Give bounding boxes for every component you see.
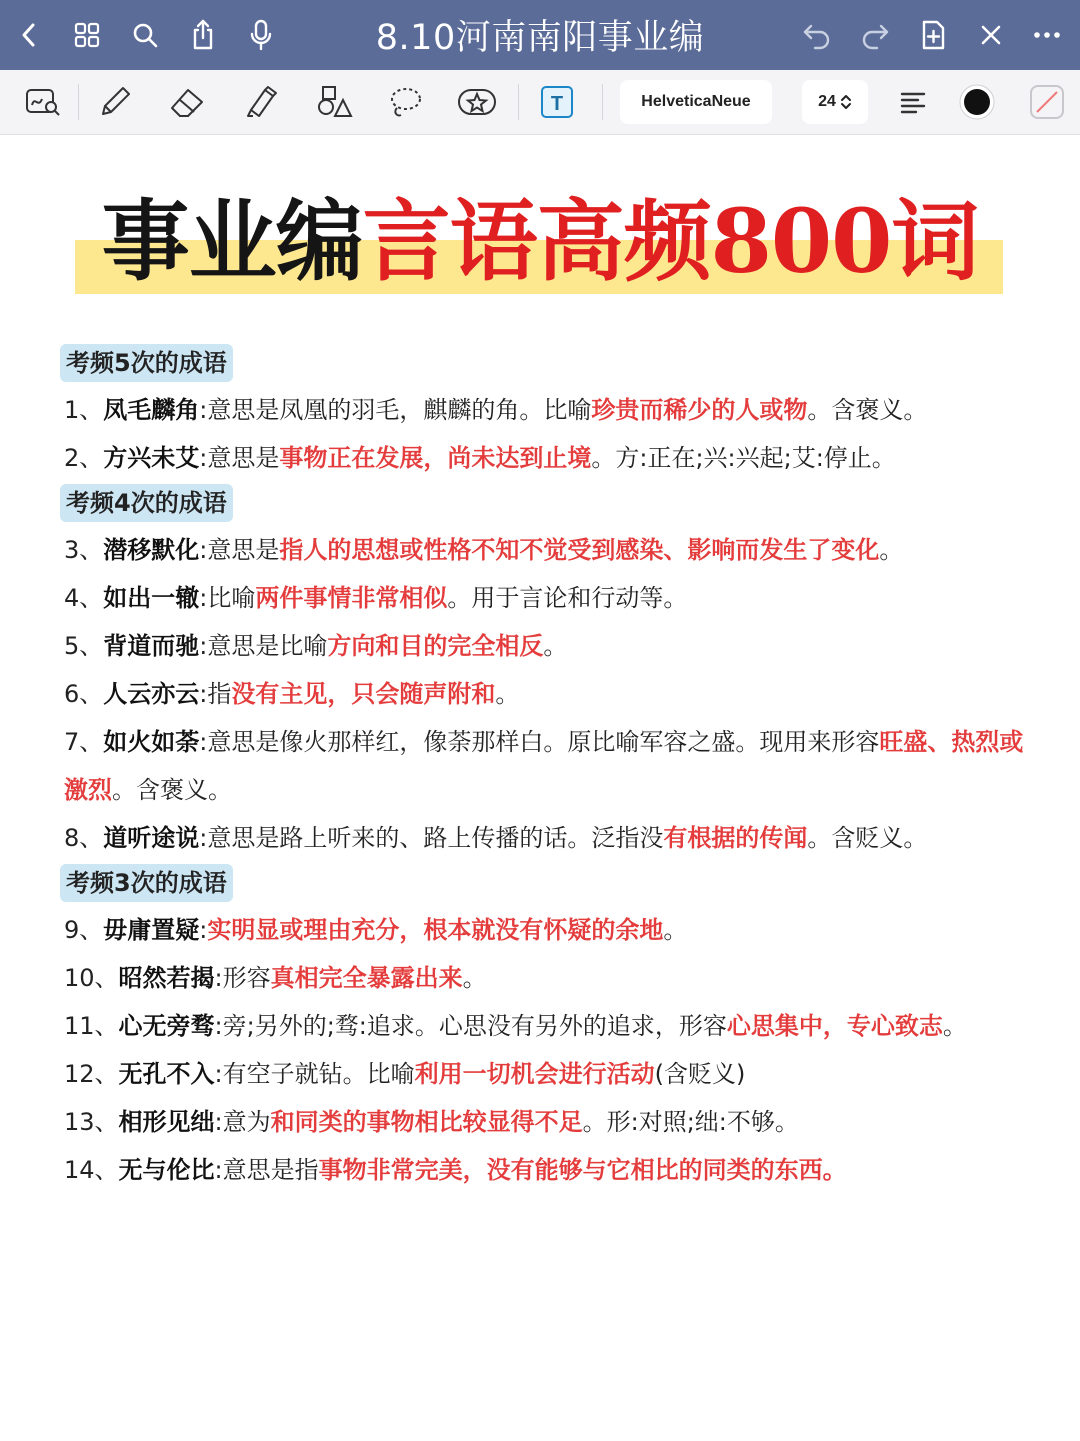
entry-number: 6、	[64, 680, 104, 708]
entry-number: 9、	[64, 916, 104, 944]
chevron-updown-icon	[840, 94, 852, 110]
highlighted-meaning: 心思集中，专心致志	[726, 1012, 943, 1040]
idiom-term: 心无旁骛	[118, 1012, 215, 1040]
definition-text: :意思是凤凰的羽毛，麒麟的角。比喻	[199, 396, 592, 424]
idiom-term: 人云亦云	[103, 680, 200, 708]
definition-text: 。	[543, 632, 568, 660]
definition-text: :意思是比喻	[199, 632, 328, 660]
section-heading: 考频4次的成语	[60, 484, 233, 522]
idiom-entry	[64, 622, 1024, 670]
idiom-term: 无与伦比	[118, 1156, 215, 1184]
definition-text: 。含褒义。	[807, 396, 928, 424]
entry-number: 2、	[64, 444, 104, 472]
text-tool-icon[interactable]	[532, 78, 582, 126]
highlighted-meaning: 有根据的传闻	[663, 824, 808, 852]
definition-text: :	[199, 916, 208, 944]
idiom-term: 道听途说	[103, 824, 200, 852]
back-icon[interactable]	[4, 0, 54, 70]
color-swatch-black[interactable]	[952, 78, 1002, 126]
definition-text: :有空子就钻。比喻	[214, 1060, 415, 1088]
highlighted-meaning: 事物正在发展，尚未达到止境	[279, 444, 592, 472]
definition-text: :意为	[214, 1108, 271, 1136]
sticker-icon[interactable]	[452, 78, 502, 126]
idiom-entry	[64, 670, 1024, 718]
definition-text: :意思是像火那样红，像荼那样白。原比喻军容之盛。现用来形容	[199, 728, 880, 756]
entry-number: 7、	[64, 728, 104, 756]
definition-text: 。含贬义。	[807, 824, 928, 852]
highlighted-meaning: 事物非常完美，没有能够与它相比的同类的东西。	[318, 1156, 847, 1184]
idiom-term: 毋庸置疑	[103, 916, 200, 944]
heading-part-red: 言语高频800词	[362, 189, 979, 293]
more-icon[interactable]	[1022, 0, 1072, 70]
idiom-entry	[64, 1098, 1024, 1146]
shapes-icon[interactable]	[308, 78, 358, 126]
highlighted-meaning: 方向和目的完全相反	[327, 632, 544, 660]
definition-text: 。含褒义。	[112, 776, 232, 804]
idiom-term: 如出一辙	[103, 584, 200, 612]
highlighted-meaning: 珍贵而稀少的人或物	[591, 396, 808, 424]
definition-text: 。形:对照;绌:不够。	[582, 1108, 799, 1136]
highlighted-meaning: 和同类的事物相比较显得不足	[270, 1108, 583, 1136]
share-icon[interactable]	[178, 0, 228, 70]
grid-icon[interactable]	[62, 0, 112, 70]
definition-text: 。	[942, 1012, 967, 1040]
entry-number: 12、	[64, 1060, 119, 1088]
idiom-entry	[64, 1050, 1024, 1098]
definition-text: 。	[462, 964, 487, 992]
idiom-term: 方兴未艾	[103, 444, 200, 472]
pen-icon[interactable]	[90, 78, 140, 126]
idiom-entry	[64, 574, 1024, 622]
entry-number: 4、	[64, 584, 104, 612]
zoom-window-icon[interactable]	[18, 78, 68, 126]
entry-number: 8、	[64, 824, 104, 852]
mic-icon[interactable]	[236, 0, 286, 70]
definition-text: 。	[495, 680, 520, 708]
idiom-entry	[64, 434, 1024, 482]
entry-number: 11、	[64, 1012, 119, 1040]
section-heading: 考频3次的成语	[60, 864, 233, 902]
definition-text: :意思是路上听来的、路上传播的话。泛指没	[199, 824, 664, 852]
idiom-term: 无孔不入	[118, 1060, 215, 1088]
definition-text: 。	[879, 536, 904, 564]
entry-number: 14、	[64, 1156, 119, 1184]
page-heading	[0, 186, 1080, 296]
top-nav-bar	[0, 0, 1080, 70]
highlighted-meaning: 真相完全暴露出来	[270, 964, 463, 992]
redo-icon[interactable]	[850, 0, 900, 70]
entry-number: 13、	[64, 1108, 119, 1136]
idiom-term: 如火如荼	[103, 728, 200, 756]
entry-number: 10、	[64, 964, 119, 992]
toolbar-divider	[78, 84, 79, 120]
idiom-term: 潜移默化	[103, 536, 200, 564]
toolbar-divider	[602, 84, 603, 120]
highlighted-meaning: 指人的思想或性格不知不觉受到感染、影响而发生了变化	[279, 536, 880, 564]
document-title: 8.10河南南阳事业编	[375, 18, 705, 58]
definition-text: 。用于言论和行动等。	[447, 584, 688, 612]
undo-icon[interactable]	[792, 0, 842, 70]
definition-text: :旁;另外的;骛:追求。心思没有另外的追求，形容	[214, 1012, 727, 1040]
lasso-icon[interactable]	[380, 78, 430, 126]
idiom-term: 相形见绌	[118, 1108, 215, 1136]
highlighted-meaning: 利用一切机会进行活动	[414, 1060, 655, 1088]
eraser-icon[interactable]	[162, 78, 212, 126]
entry-number: 5、	[64, 632, 104, 660]
font-family-selector[interactable]	[620, 80, 772, 124]
highlighted-meaning: 没有主见，只会随声附和	[231, 680, 496, 708]
idiom-term: 背道而驰	[103, 632, 200, 660]
highlighter-icon[interactable]	[236, 78, 286, 126]
search-icon[interactable]	[120, 0, 170, 70]
font-family-label: HelveticaNeue	[641, 93, 751, 110]
idiom-entry	[64, 718, 1024, 814]
idiom-list	[64, 342, 1024, 1194]
toolbar-divider	[518, 84, 519, 120]
idiom-entry	[64, 1146, 1024, 1194]
highlighted-meaning: 实明显或理由充分，根本就没有怀疑的余地	[207, 916, 664, 944]
highlighted-meaning: 两件事情非常相似	[255, 584, 448, 612]
align-left-icon[interactable]	[888, 78, 938, 126]
idiom-term: 凤毛麟角	[103, 396, 200, 424]
entry-number: 1、	[64, 396, 104, 424]
section-heading: 考频5次的成语	[60, 344, 233, 382]
definition-text: :指	[199, 680, 232, 708]
highlighted-meaning: 旺盛、热烈或激烈	[64, 728, 1024, 804]
text-tool-label: T	[550, 93, 564, 115]
idiom-entry	[64, 386, 1024, 434]
definition-text: 。	[663, 916, 688, 944]
definition-text: :意思是	[199, 444, 280, 472]
tool-bar	[0, 70, 1080, 135]
definition-text: :形容	[214, 964, 271, 992]
idiom-entry	[64, 1002, 1024, 1050]
idiom-entry	[64, 814, 1024, 862]
idiom-entry	[64, 954, 1024, 1002]
definition-text: (含贬义)	[654, 1060, 746, 1088]
definition-text: :比喻	[199, 584, 256, 612]
entry-number: 3、	[64, 536, 104, 564]
definition-text: :意思是	[199, 536, 280, 564]
heading-part-black: 事业编	[101, 189, 363, 293]
idiom-term: 昭然若揭	[118, 964, 215, 992]
idiom-entry	[64, 906, 1024, 954]
idiom-entry	[64, 526, 1024, 574]
add-page-icon[interactable]	[908, 0, 958, 70]
definition-text: 。方:正在;兴:兴起;艾:停止。	[591, 444, 896, 472]
close-icon[interactable]	[966, 0, 1016, 70]
font-size-selector[interactable]	[802, 80, 868, 124]
no-fill-color-icon[interactable]	[1022, 78, 1072, 126]
font-size-value: 24	[818, 93, 836, 110]
definition-text: :意思是指	[214, 1156, 319, 1184]
